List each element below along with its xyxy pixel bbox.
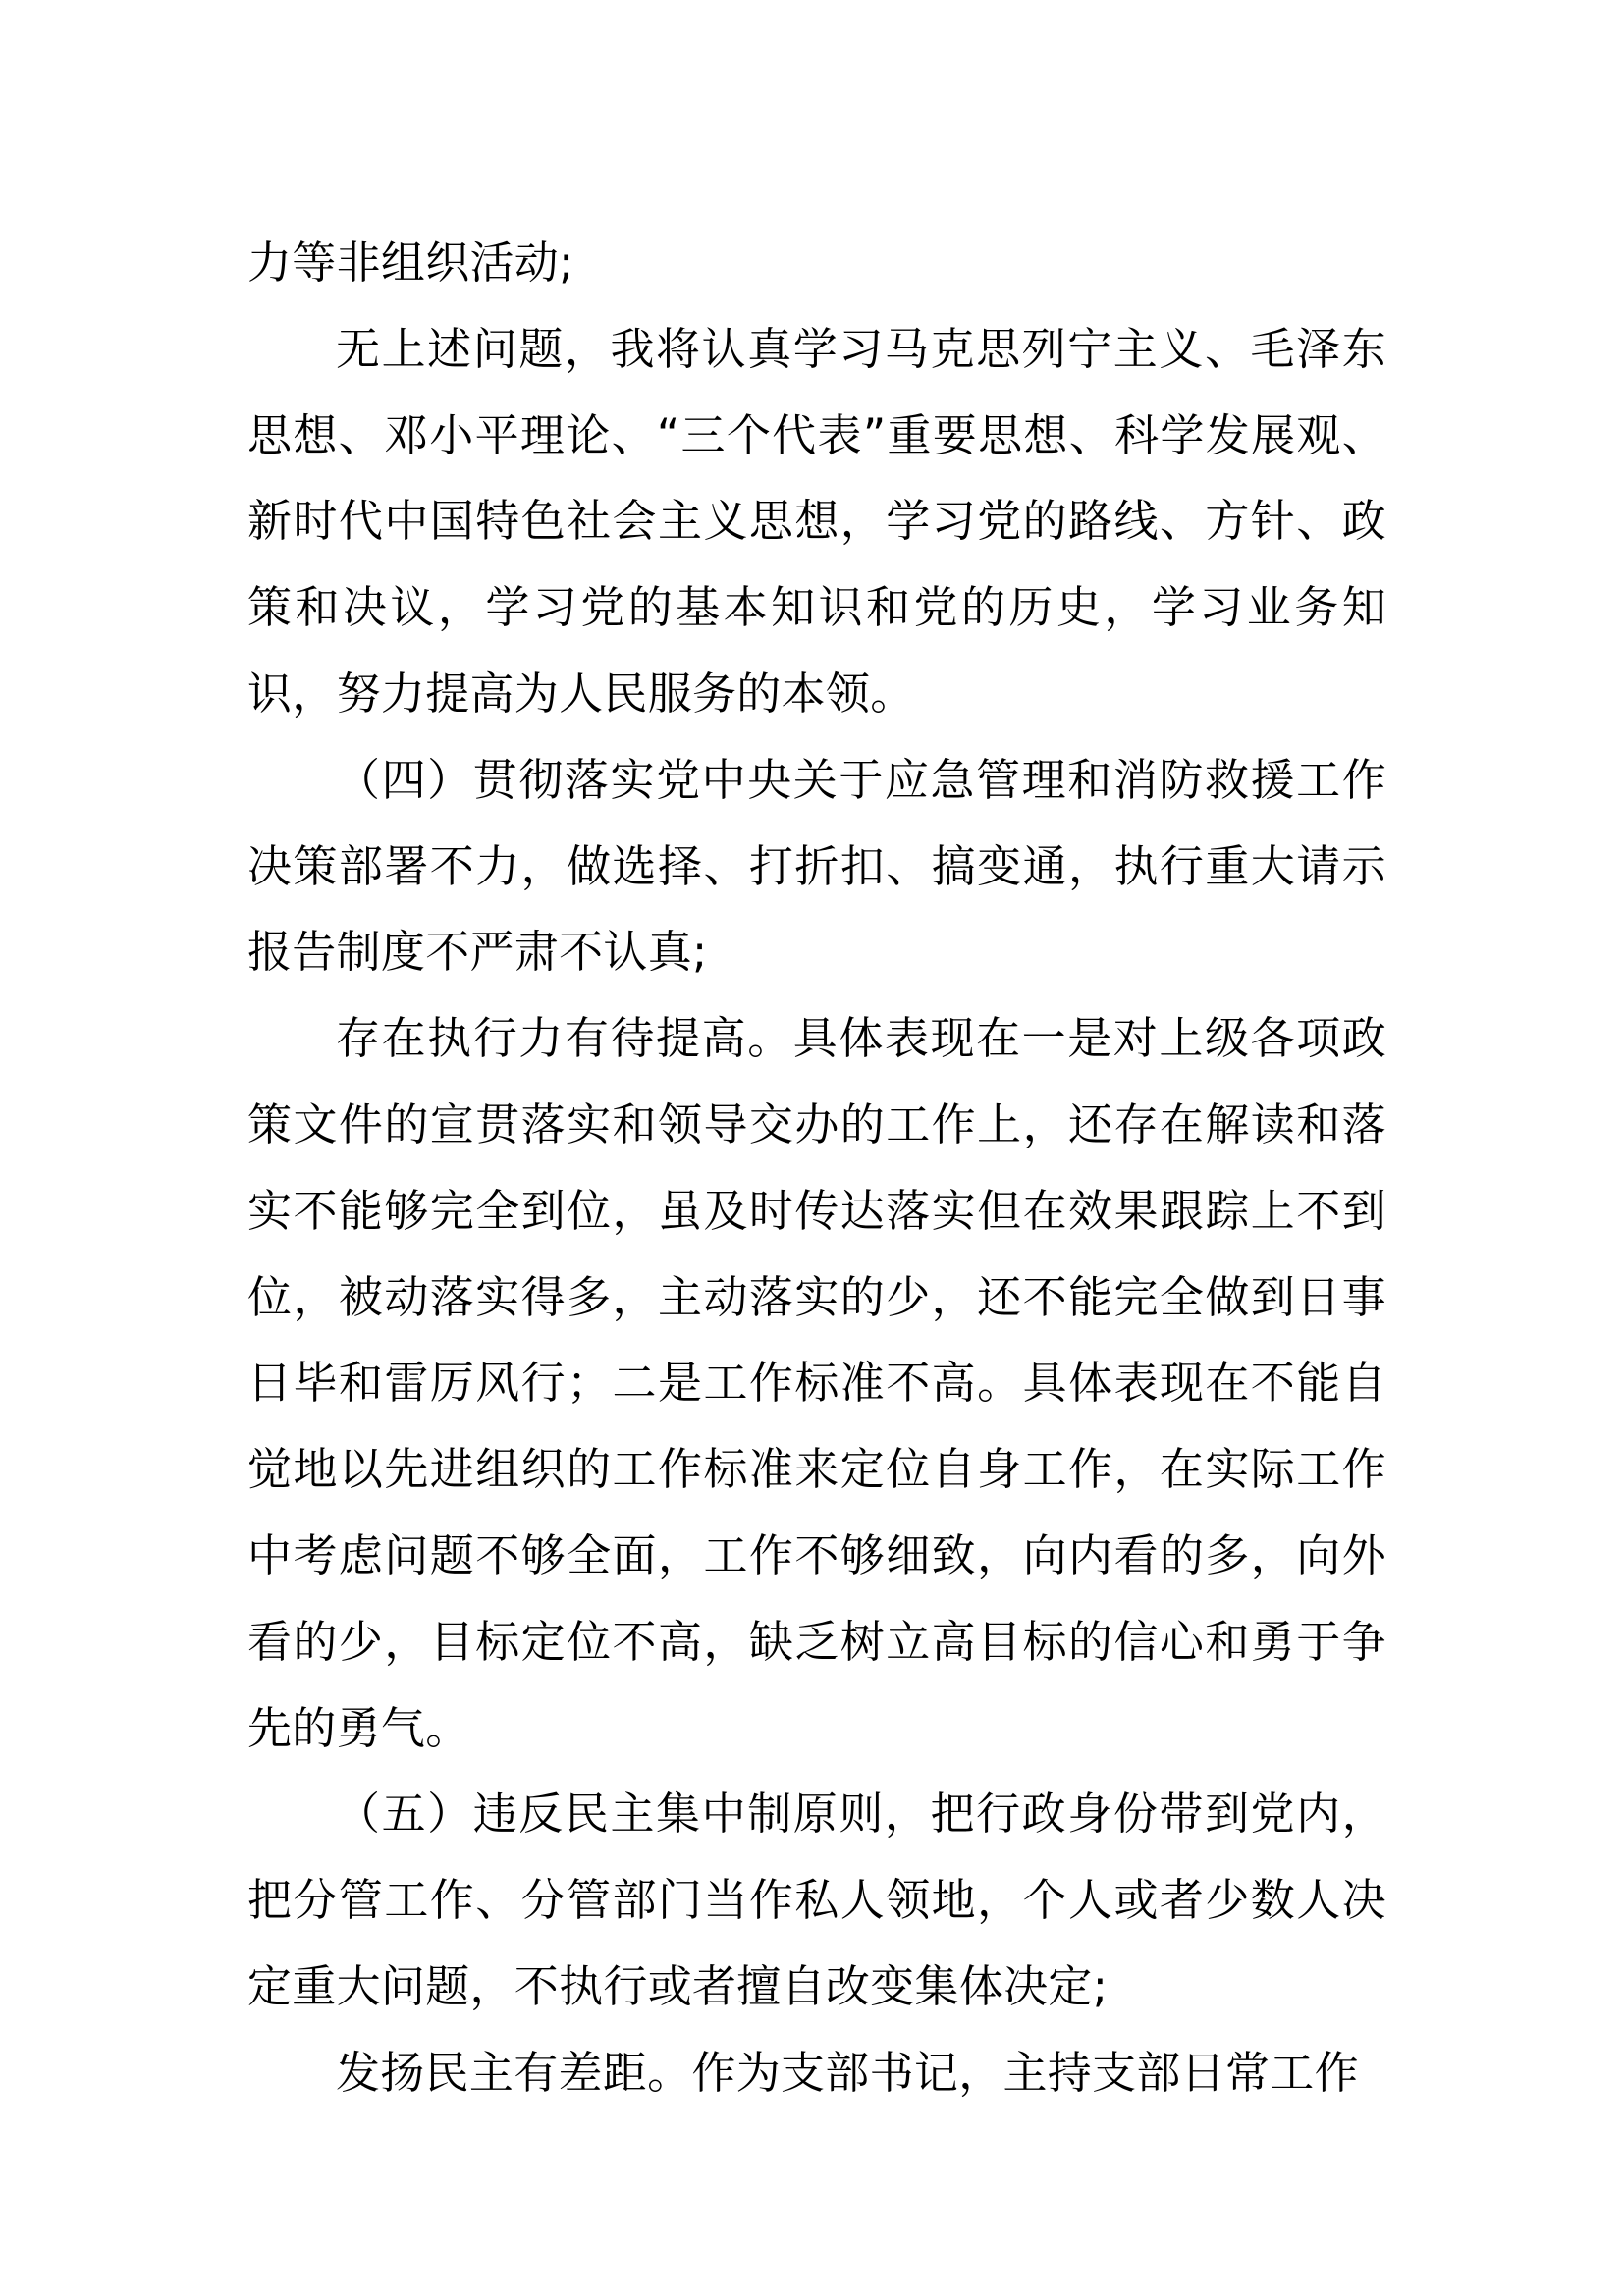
document-body [247, 220, 1386, 2116]
heading-item-five: （五）违反民主集中制原则，把行政身份带到党内，把分管工作、分管部门当作私人领地，个人或者少数人决定重大问题，不执行或者擅自改变集体决定; [247, 1788, 1386, 2012]
paragraph-democracy-gap: 发扬民主有差距。作为支部书记，主持支部日常工作 [336, 2046, 1359, 2099]
heading-item-four: （四）贯彻落实党中央关于应急管理和消防救援工作决策部署不力，做选择、打折扣、搞变通，执行重大请示报告制度不严肃不认真; [247, 753, 1386, 979]
paragraph-study-commitment: 无上述问题，我将认真学习马克思列宁主义、毛泽东思想、邓小平理论、“三个代表”重要思想、科学发展观、新时代中国特色社会主义思想，学习党的路线、方针、政策和决议，学习党的基本知识和党的历史，学习业务知识，努力提高为人民服务的本领。 [247, 322, 1386, 720]
paragraph-continuation: 力等非组织活动; [247, 237, 574, 289]
paragraph-execution-issues: 存在执行力有待提高。具体表现在一是对上级各项政策文件的宣贯落实和领导交办的工作上，还存在解读和落实不能够完全到位，虽及时传达落实但在效果跟踪上不到位，被动落实得多，主动落实的少，还不能完全做到日事日毕和雷厉风行；二是工作标准不高。具体表现在不能自觉地以先进组织的工作标准来定位自身工作，在实际工作中考虑问题不够全面，工作不够细致，向内看的多，向外看的少，目标定位不高，缺乏树立高目标的信心和勇于争先的勇气。 [247, 1012, 1386, 1754]
